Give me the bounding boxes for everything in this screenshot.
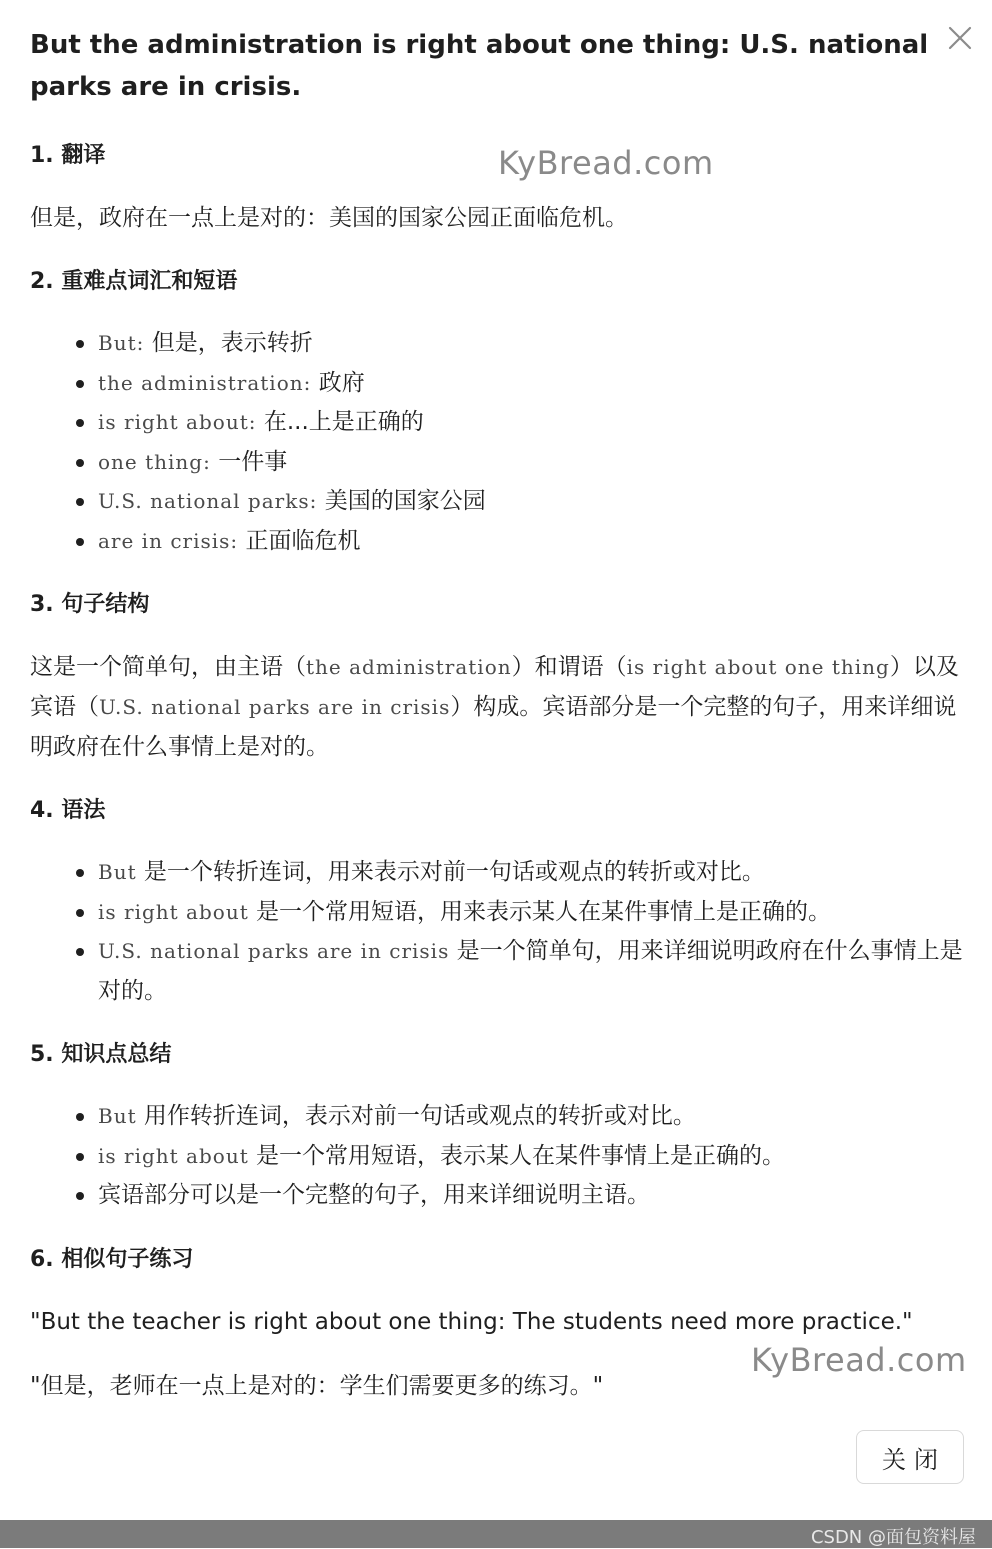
vocab-term: U.S. national parks xyxy=(98,489,310,513)
grammar-text: 是一个转折连词，用来表示对前一句话或观点的转折或对比。 xyxy=(136,859,765,885)
dialog-content xyxy=(30,136,965,1430)
structure-text-part: ）以及宾语（ xyxy=(30,654,959,720)
list-item xyxy=(98,364,965,404)
grammar-list xyxy=(30,853,965,1011)
vocab-meaning: 一件事 xyxy=(218,448,288,475)
vocab-list xyxy=(30,324,965,561)
list-item xyxy=(98,1176,965,1216)
vocab-meaning: 但是，表示转折 xyxy=(151,330,313,356)
list-item xyxy=(98,1137,965,1177)
structure-predicate: is right about one thing xyxy=(626,655,890,679)
vocab-meaning: 美国的国家公园 xyxy=(324,488,486,514)
translation-text: 但是，政府在一点上是对的：美国的国家公园正面临危机。 xyxy=(30,205,628,231)
practice-english: "But the teacher is right about one thing: The students need more practice." xyxy=(30,1308,913,1335)
vocab-meaning: 在...上是正确的 xyxy=(263,409,424,435)
list-item xyxy=(98,853,965,893)
vocab-sep: : xyxy=(248,410,264,434)
heading-grammar: 4. 语法 xyxy=(30,798,106,823)
list-item xyxy=(98,1097,965,1137)
heading-summary: 5. 知识点总结 xyxy=(30,1042,172,1067)
vocab-sep: : xyxy=(309,489,325,513)
list-item xyxy=(98,324,965,364)
list-item xyxy=(98,482,965,522)
summary-term: But xyxy=(98,1104,137,1128)
list-item xyxy=(98,403,965,443)
summary-text: 是一个常用短语，表示某人在某件事情上是正确的。 xyxy=(248,1142,786,1169)
vocab-sep: : xyxy=(203,449,219,474)
structure-subject: the administration xyxy=(306,655,512,679)
vocab-sep: : xyxy=(303,370,319,395)
grammar-text: 是一个简单句，用来详细说明政府在什么事情上是对的。 xyxy=(98,938,963,1004)
summary-list xyxy=(30,1097,965,1216)
heading-vocab: 2. 重难点词汇和短语 xyxy=(30,269,238,294)
heading-structure: 3. 句子结构 xyxy=(30,592,150,617)
watermark-bottom: KyBread.com xyxy=(751,1341,967,1379)
grammar-term: is right about xyxy=(98,899,249,924)
grammar-term: U.S. national parks are in crisis xyxy=(98,939,450,963)
practice-chinese: "但是，老师在一点上是对的：学生们需要更多的练习。" xyxy=(30,1372,604,1399)
summary-text: 用作转折连词，表示对前一句话或观点的转折或对比。 xyxy=(136,1103,696,1129)
grammar-term: But xyxy=(98,860,137,884)
watermark-top: KyBread.com xyxy=(498,144,714,182)
vocab-sep: : xyxy=(136,331,152,355)
list-item xyxy=(98,893,965,933)
summary-text: 宾语部分可以是一个完整的句子，用来详细说明主语。 xyxy=(98,1182,650,1208)
vocab-term: the administration xyxy=(98,370,304,395)
grammar-text: 是一个常用短语，用来表示某人在某件事情上是正确的。 xyxy=(248,898,832,925)
vocab-term: are in crisis xyxy=(98,528,231,553)
footer-bar xyxy=(0,1520,992,1548)
structure-object: U.S. national parks are in crisis xyxy=(99,695,451,719)
list-item xyxy=(98,522,965,562)
footer-credit: CSDN @面包资料屋 xyxy=(810,1527,976,1548)
close-button[interactable]: 关闭 xyxy=(856,1430,964,1484)
summary-term: is right about xyxy=(98,1143,249,1168)
list-item xyxy=(98,932,965,1011)
heading-practice: 6. 相似句子练习 xyxy=(30,1246,194,1272)
vocab-term: is right about xyxy=(98,410,249,434)
vocab-term: But xyxy=(98,331,137,355)
vocab-meaning: 政府 xyxy=(318,369,365,396)
heading-translation: 1. 翻译 xyxy=(30,143,106,168)
structure-text-part: ）构成。宾语部分是一个完整的句子，用来详细说明政府在什么事情上是对的。 xyxy=(30,694,957,760)
vocab-meaning: 正面临危机 xyxy=(245,527,361,554)
vocab-term: one thing xyxy=(98,449,204,474)
structure-text-part: 这是一个简单句，由主语（ xyxy=(30,654,306,680)
structure-text-part: ）和谓语（ xyxy=(511,654,627,680)
vocab-sep: : xyxy=(230,528,246,553)
structure-text xyxy=(30,647,965,767)
dialog-title: But the administration is right about one thing: U.S. national parks are in crisis. xyxy=(30,30,929,102)
list-item xyxy=(98,443,965,483)
